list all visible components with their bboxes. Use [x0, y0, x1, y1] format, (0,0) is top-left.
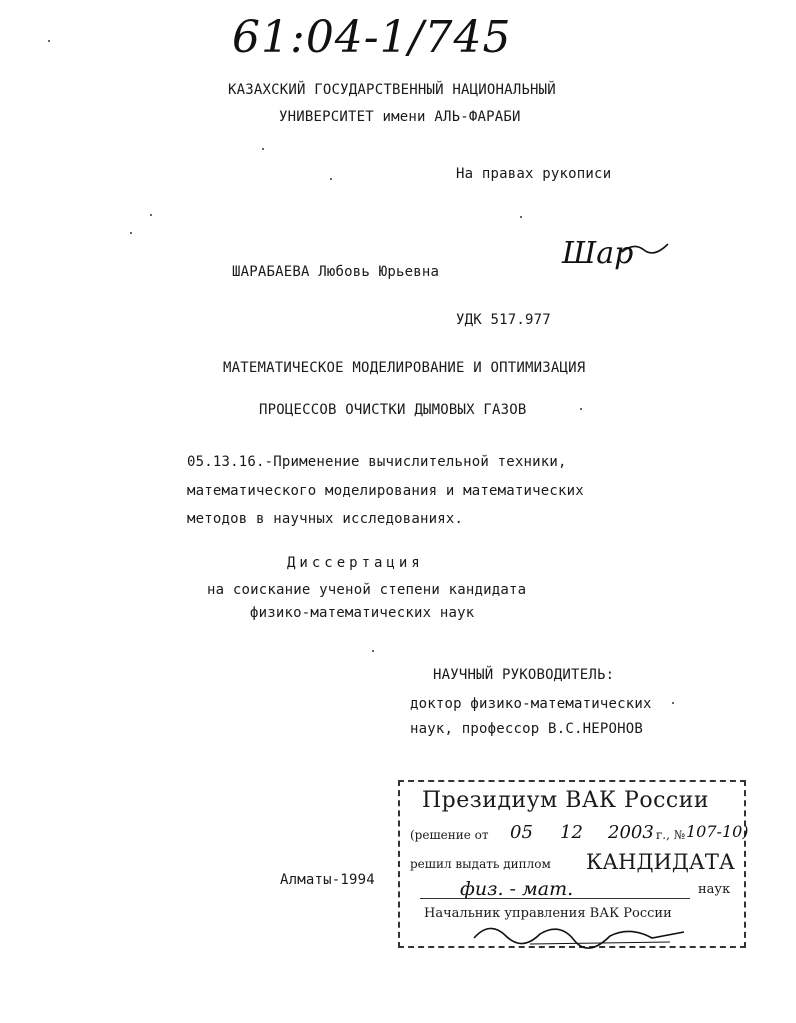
stamp-month: 12 — [560, 822, 583, 843]
specialty-line-1: 05.13.16.-Применение вычислительной техники, — [187, 454, 567, 470]
stamp-field-underline — [420, 898, 690, 899]
stamp-signature — [470, 918, 690, 950]
stamp-decision-line — [410, 822, 749, 846]
stamp-day: 05 — [510, 822, 533, 843]
university-line-2: УНИВЕРСИТЕТ имени АЛЬ-ФАРАБИ — [279, 109, 521, 125]
scan-speck — [150, 214, 152, 216]
specialty-line-3: методов в научных исследованиях. — [187, 511, 464, 527]
stamp-field-line — [410, 878, 740, 902]
supervisor-heading: НАУЧНЫЙ РУКОВОДИТЕЛЬ: — [433, 667, 615, 683]
stamp-number: 107-10) — [686, 822, 749, 841]
city-year: Алматы-1994 — [280, 872, 375, 888]
scan-speck — [330, 178, 332, 180]
stamp-issue-prefix: решил выдать диплом — [410, 857, 551, 871]
udk-code: УДК 517.977 — [456, 312, 551, 328]
vak-stamp — [398, 780, 749, 948]
author-signature: Шар — [562, 236, 634, 271]
archive-number: 61:04-1/745 — [232, 12, 512, 63]
supervisor-line-2: наук, профессор В.С.НЕРОНОВ — [410, 721, 643, 737]
dissertation-heading: Диссертация — [287, 555, 424, 571]
author-name: ШАРАБАЕВА Любовь Юрьевна — [232, 264, 440, 280]
specialty-line-2: математического моделирования и математических — [187, 483, 584, 499]
title-line-2: ПРОЦЕССОВ ОЧИСТКИ ДЫМОВЫХ ГАЗОВ — [259, 402, 527, 418]
stamp-decision-prefix: (решение от — [410, 828, 489, 842]
scan-speck — [262, 148, 264, 150]
stamp-field-suffix: наук — [698, 882, 731, 897]
stamp-title: Президиум ВАК России — [422, 788, 710, 813]
scan-speck — [672, 702, 674, 704]
university-line-1: КАЗАХСКИЙ ГОСУДАРСТВЕННЫЙ НАЦИОНАЛЬНЫЙ — [228, 82, 556, 98]
scan-speck — [48, 40, 50, 42]
stamp-issue-line — [410, 850, 740, 876]
dissertation-line-1: на соискание ученой степени кандидата — [207, 582, 527, 598]
stamp-year-suffix: г., № — [656, 828, 686, 842]
scan-speck — [130, 232, 132, 234]
stamp-year: 2003 — [608, 822, 654, 843]
dissertation-line-2: физико-математических наук — [250, 605, 475, 621]
title-line-1: МАТЕМАТИЧЕСКОЕ МОДЕЛИРОВАНИЕ И ОПТИМИЗАЦИЯ — [223, 360, 586, 376]
supervisor-line-1: доктор физико-математических — [410, 696, 652, 712]
stamp-degree: КАНДИДАТА — [586, 850, 735, 874]
scan-speck — [372, 650, 374, 652]
stamp-field: физ. - мат. — [460, 878, 574, 900]
scan-speck — [520, 216, 522, 218]
scan-speck — [580, 408, 582, 410]
stamp-head: Начальник управления ВАК России — [424, 906, 672, 921]
author-signature-stroke — [620, 238, 670, 258]
rights-note: На правах рукописи — [456, 166, 612, 182]
